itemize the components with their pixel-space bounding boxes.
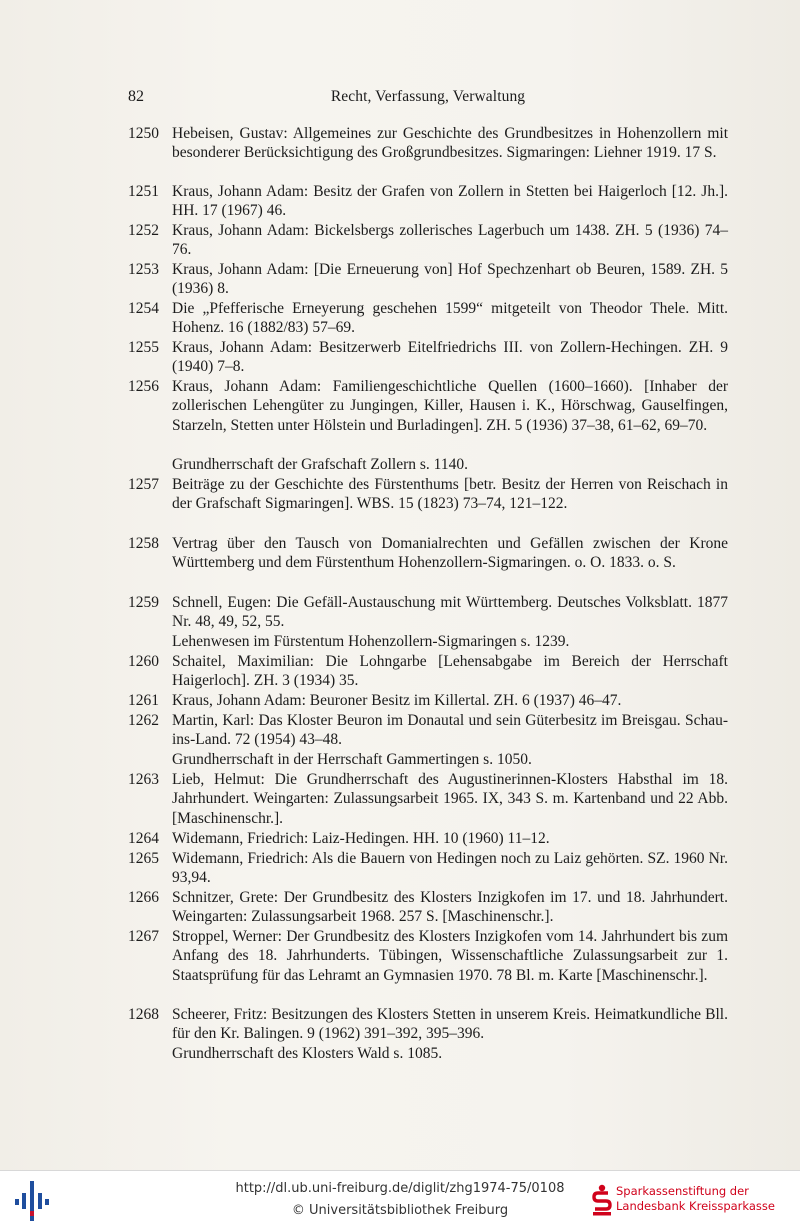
viewer-footer xyxy=(0,1170,800,1227)
entry-number: 1265 xyxy=(128,850,159,867)
running-head: Recht, Verfassung, Verwaltung xyxy=(330,88,526,105)
permalink-url[interactable]: http://dl.ub.uni-freiburg.de/diglit/zhg1974-75/0108 xyxy=(235,1181,565,1196)
entry-text: Kraus, Johann Adam: Familiengeschichtliche Quellen (1600–1660). [Inhaber der zollerischen Lehengüter zu Jungingen, Killer, Hausen i. K., Hörschwag, Gauselfingen, Starzeln, Stetten unter Hölstein und Burladingen]. ZH. 5 (1936) 37–38, 61–62, 69–70. xyxy=(172,378,728,434)
entry-text: Vertrag über den Tausch von Domanialrechten und Gefällen zwischen der Krone Württemberg und dem Fürstenthum Hohenzollern-Sigmaringen. o. O. 1833. o. S. xyxy=(172,535,728,572)
entry-text: Beiträge zu der Geschichte des Fürstenthums [betr. Besitz der Herren von Reischach in der Grafschaft Sigmaringen]. WBS. 15 (1823) 73–74, 121–122. xyxy=(172,476,728,513)
entry-number: 1251 xyxy=(128,183,159,200)
entry-text: Martin, Karl: Das Kloster Beuron im Donautal und sein Güterbesitz im Breisgau. Schau-ins-Land. 72 (1954) 43–48. xyxy=(172,712,728,749)
entry-number: 1263 xyxy=(128,771,159,788)
sponsor-block[interactable] xyxy=(592,1181,792,1221)
entry-number: 1260 xyxy=(128,653,159,670)
entry-number: 1264 xyxy=(128,830,159,847)
entry-number: 1252 xyxy=(128,222,159,239)
cross-reference: Grundherrschaft in der Herrschaft Gammertingen s. 1050. xyxy=(172,751,532,768)
page-header xyxy=(128,88,728,110)
entry-number: 1256 xyxy=(128,378,159,395)
entry-number: 1255 xyxy=(128,339,159,356)
sparkasse-logo-icon xyxy=(592,1183,612,1217)
entry-text: Schnell, Eugen: Die Gefäll-Austauschung mit Württemberg. Deutsches Volksblatt. 1877 Nr. 48, 49, 52, 55. xyxy=(172,594,728,631)
cross-reference: Lehenwesen im Fürstentum Hohenzollern-Sigmaringen s. 1239. xyxy=(172,633,570,650)
page-number: 82 xyxy=(128,88,144,105)
entry-number: 1250 xyxy=(128,125,159,142)
entry-number: 1257 xyxy=(128,476,159,493)
entry-number: 1268 xyxy=(128,1006,159,1023)
entry-text: Widemann, Friedrich: Als die Bauern von Hedingen noch zu Laiz gehörten. SZ. 1960 Nr. 93,94. xyxy=(172,850,728,887)
entry-text: Scheerer, Fritz: Besitzungen des Klosters Stetten in unserem Kreis. Heimatkundliche Bll. für den Kr. Balingen. 9 (1962) 391–392, 395–396. xyxy=(172,1006,728,1043)
sponsor-text xyxy=(616,1184,775,1214)
entry-text: Kraus, Johann Adam: [Die Erneuerung von] Hof Spechzenhart ob Beuren, 1589. ZH. 5 (1936) 8. xyxy=(172,261,728,298)
entry-text: Kraus, Johann Adam: Beuroner Besitz im Killertal. ZH. 6 (1937) 46–47. xyxy=(172,692,622,709)
copyright-notice: © Universitätsbibliothek Freiburg xyxy=(291,1203,509,1218)
entry-number: 1262 xyxy=(128,712,159,729)
entry-text: Kraus, Johann Adam: Besitz der Grafen von Zollern in Stetten bei Haigerloch [12. Jh.]. HH. 17 (1967) 46. xyxy=(172,183,728,220)
entry-text: Die „Pfefferische Erneyerung geschehen 1599“ mitgeteilt von Theodor Thele. Mitt. Hohenz. 16 (1882/83) 57–69. xyxy=(172,300,728,337)
entry-number: 1258 xyxy=(128,535,159,552)
entry-text: Schaitel, Maximilian: Die Lohngarbe [Lehensabgabe im Bereich der Herrschaft Haigerloch]. ZH. 3 (1934) 35. xyxy=(172,653,728,690)
sponsor-line-2: Landesbank Kreissparkasse xyxy=(616,1199,775,1213)
entry-number: 1267 xyxy=(128,928,159,945)
cross-reference: Grundherrschaft der Grafschaft Zollern s. 1140. xyxy=(172,456,468,473)
entry-text: Kraus, Johann Adam: Besitzerwerb Eitelfriedrichs III. von Zollern-Hechingen. ZH. 9 (1940) 7–8. xyxy=(172,339,728,376)
cross-reference: Grundherrschaft des Klosters Wald s. 1085. xyxy=(172,1045,443,1062)
sponsor-line-1: Sparkassenstiftung der xyxy=(616,1184,749,1198)
entry-text: Hebeisen, Gustav: Allgemeines zur Geschichte des Grundbesitzes in Hohenzollern mit besonderer Berücksichtigung des Großgrundbesitzes. Sigmaringen: Liehner 1919. 17 S. xyxy=(172,125,728,162)
entry-number: 1254 xyxy=(128,300,159,317)
entry-text: Lieb, Helmut: Die Grundherrschaft des Augustinerinnen-Klosters Habsthal im 18. Jahrhundert. Weingarten: Zulassungsarbeit 1965. IX, 343 S. m. Kartenband und 22 Abb. [Maschinenschr.]. xyxy=(172,771,728,827)
entry-number: 1259 xyxy=(128,594,159,611)
entry-text: Stroppel, Werner: Der Grundbesitz des Klosters Inzigkofen vom 14. Jahrhundert bis zum Anfang des 18. Jahrhunderts. Tübingen, Wissenschaftliche Zulassungsarbeit zur 1. Staatsprüfung für das Lehramt an Gymnasien 1970. 78 Bl. m. Karte [Maschinenschr.]. xyxy=(172,928,728,984)
entry-text: Widemann, Friedrich: Laiz-Hedingen. HH. 10 (1960) 11–12. xyxy=(172,830,550,847)
entry-number: 1266 xyxy=(128,889,159,906)
entry-number: 1253 xyxy=(128,261,159,278)
entry-text: Kraus, Johann Adam: Bickelsbergs zollerisches Lagerbuch um 1438. ZH. 5 (1936) 74–76. xyxy=(172,222,728,259)
entry-text: Schnitzer, Grete: Der Grundbesitz des Klosters Inzigkofen im 17. und 18. Jahrhundert. Weingarten: Zulassungsarbeit 1968. 257 S. [Maschinenschr.]. xyxy=(172,889,728,926)
entry-number: 1261 xyxy=(128,692,159,709)
